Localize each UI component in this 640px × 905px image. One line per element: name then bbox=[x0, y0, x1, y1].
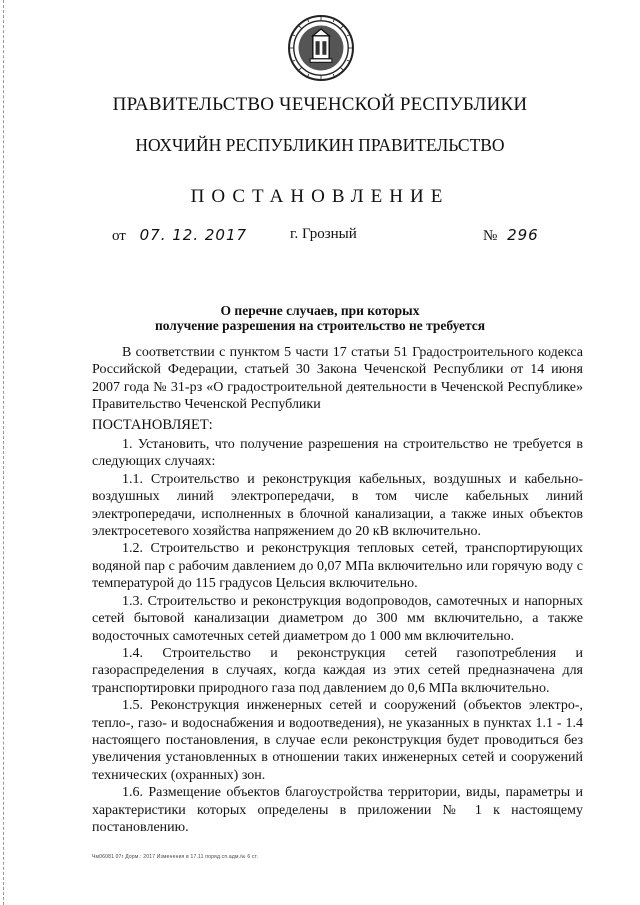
paragraph-1-4: 1.4. Строительство и реконструкция сетей газопотребления и газораспределения в случаях, когда каждая из этих сетей предназначена для транспортировки природного газа под давлением до 0,6 МПа включительно. bbox=[92, 645, 583, 696]
paragraph-1-6: 1.6. Размещение объектов благоустройства территории, виды, параметры и характеристики которых определены в приложении № 1 к настоящему постановлению. bbox=[92, 785, 583, 835]
paragraph-1: 1. Установить, что получение разрешения на строительство не требуется в следующих случаях: bbox=[92, 437, 583, 470]
date-value: 07. 12. 2017 bbox=[139, 226, 248, 244]
subject-line-1: О перечне случаев, при которых bbox=[220, 303, 420, 318]
government-title: ПРАВИТЕЛЬСТВО ЧЕЧЕНСКОЙ РЕСПУБЛИКИ bbox=[112, 94, 528, 115]
document-body bbox=[92, 344, 583, 836]
file-path-note: Чм06081 07г Дорм.: 2017 Изменения в 17.11 поряд.сп.адм.№ 6 ст. bbox=[92, 854, 259, 860]
decree-heading: ПОСТАНОВЛЯЕТ: bbox=[92, 416, 213, 433]
date-prefix: от bbox=[112, 228, 126, 244]
number-value: 296 bbox=[507, 226, 539, 244]
document-type: ПОСТАНОВЛЕНИЕ bbox=[190, 186, 450, 207]
date-field bbox=[112, 226, 247, 245]
number-prefix: № bbox=[483, 228, 498, 244]
paragraph-1-1: 1.1. Строительство и реконструкция кабельных, воздушных и кабельно-воздушных линий электропередачи, в том числе кабельных линий электропередачи, исполненных в блочной канализации, а также иных объектов электросетевого хозяйства напряжением до 20 кВ включительно. bbox=[92, 471, 583, 540]
subject-line-2: получение разрешения на строительство не требуется bbox=[154, 318, 486, 333]
document-subject bbox=[100, 303, 540, 333]
paragraph-1-2: 1.2. Строительство и реконструкция тепловых сетей, транспортирующих водяной пар с рабочим давлением до 0,07 МПа включительно или горячую воду с температурой до 115 градусов Цельсия включительно. bbox=[92, 541, 583, 592]
government-title-chechen: НОХЧИЙН РЕСПУБЛИКИН ПРАВИТЕЛЬСТВО bbox=[135, 135, 505, 155]
preamble-paragraph: В соответствии с пунктом 5 части 17 статьи 51 Градостроительного кодекса Российской Федерации, статьей 30 Закона Чеченской Республики от 14 июня 2007 года № 31-рз «О градостроительной деятельности в Чеченской Республике» Правительство Чеченской Республики bbox=[92, 345, 583, 413]
chechen-republic-emblem-icon bbox=[287, 14, 355, 82]
city-field: г. Грозный bbox=[290, 226, 357, 242]
number-field bbox=[483, 226, 539, 245]
paragraph-1-3: 1.3. Строительство и реконструкция водопроводов, самотечных и напорных сетей бытовой канализации диаметром до 300 мм включительно, а также водосточных самотечных сетей диаметром до 1 000 мм включительно. bbox=[92, 593, 583, 644]
paragraph-1-5: 1.5. Реконструкция инженерных сетей и сооружений (объектов электро-, тепло-, газо- и водоснабжения и водоотведения), не указанных в пунктах 1.1 - 1.4 настоящего постановления, в случае если реконструкция будет проводиться без увеличения установленных в отношении таких инженерных сетей и сооружений технических (охранных) зон. bbox=[92, 698, 583, 783]
